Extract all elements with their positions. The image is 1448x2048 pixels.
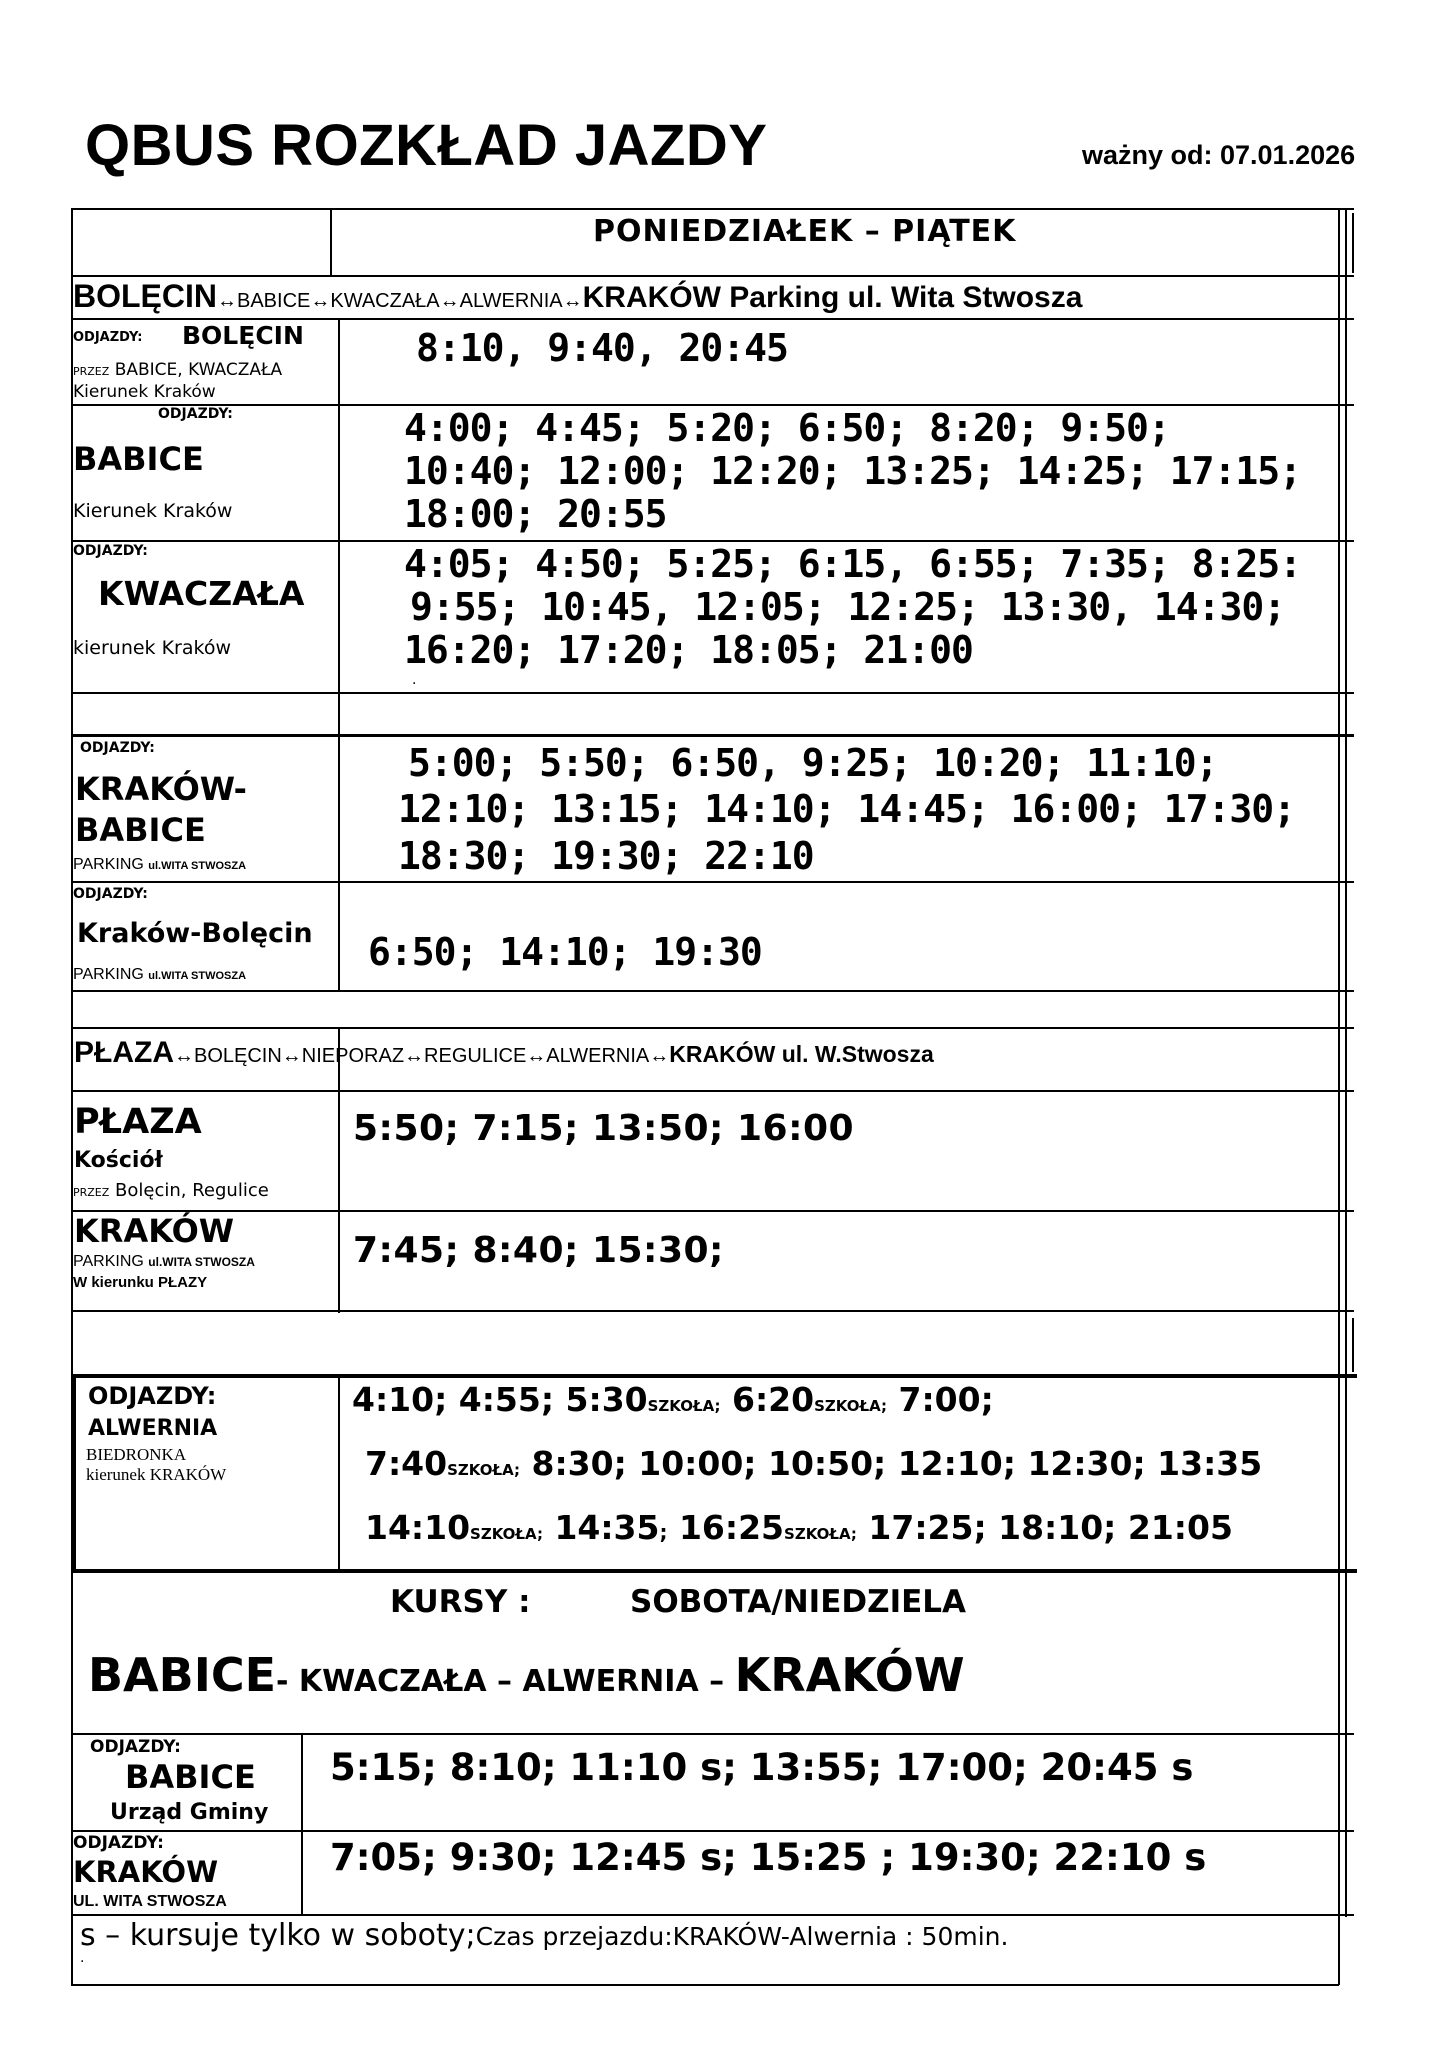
via-prefix: PRZEZ [73, 365, 110, 378]
stray-dot: . [412, 672, 417, 688]
stop-name: KWACZAŁA [98, 574, 305, 613]
school-tag: SZKOŁA; [447, 1461, 520, 1479]
route2-header [74, 1036, 934, 1070]
departure-times-line3: 16:20; 17:20; 18:05; 21:00 [404, 628, 973, 672]
stop-sub2: kierunek KRAKÓW [86, 1465, 227, 1484]
stop-sub1: BIEDRONKA [86, 1445, 187, 1464]
direction-label: W kierunku PŁAZY [73, 1274, 208, 1291]
semicolon: ; [659, 1520, 668, 1544]
departure-times-line2: 10:40; 12:00; 12:20; 13:25; 14:25; 17:15; [404, 449, 1301, 493]
footer-note-b: Czas przejazdu:KRAKÓW-Alwernia : 50min. [475, 1922, 1009, 1951]
stop-name: ALWERNIA [88, 1416, 218, 1441]
stop-name: KRAKÓW [73, 1855, 219, 1889]
parking-label [73, 1253, 255, 1271]
stop-name: BABICE [125, 1758, 256, 1796]
departures-label: ODJAZDY: [80, 740, 155, 756]
time-group: 6:20 [720, 1380, 815, 1419]
time-group: 7:40 [365, 1444, 448, 1483]
departure-times-line3 [365, 1508, 1233, 1547]
departure-times: 7:45; 8:40; 15:30; [353, 1230, 724, 1271]
stop-name: PŁAZA [74, 1102, 202, 1142]
route1-middle: ↔BABICE↔KWACZAŁA↔ALWERNIA↔ [217, 290, 583, 312]
parking-b: ul.WITA STWOSZA [148, 970, 247, 982]
time-group: 4:10; 4:55; 5:30 [352, 1380, 648, 1419]
departure-times-line3: 18:30; 19:30; 22:10 [398, 834, 814, 878]
departure-times: 5:50; 7:15; 13:50; 16:00 [353, 1108, 855, 1149]
school-tag: SZKOŁA; [470, 1525, 543, 1543]
via-line [73, 360, 282, 380]
parking-b: ul.WITA STWOSZA [148, 1255, 255, 1269]
departure-times: 8:10, 9:40, 20:45 [416, 326, 788, 370]
departures-label: ODJAZDY: [73, 543, 148, 559]
direction-label: Kierunek Kraków [73, 500, 233, 522]
stop-name-line1: KRAKÓW- [75, 770, 247, 808]
footer-note-a: s – kursuje tylko w soboty; [80, 1918, 476, 1953]
time-group: 17:25; 18:10; 21:05 [856, 1508, 1233, 1547]
page-title: QBUS ROZKŁAD JAZDY [85, 113, 768, 178]
time-group: 8:30; 10:00; 10:50; 12:10; 12:30; 13:35 [520, 1444, 1263, 1483]
direction-label: kierunek Kraków [73, 637, 232, 659]
departures-label: ODJAZDY: [73, 886, 148, 902]
school-tag: SZKOŁA; [814, 1397, 888, 1415]
stop-name: KRAKÓW [74, 1212, 235, 1250]
weekend-route-middle: - KWACZAŁA – ALWERNIA – [276, 1664, 735, 1699]
stop-sub: UL. WITA STWOSZA [73, 1893, 227, 1910]
departure-times-line2: 9:55; 10:45, 12:05; 12:25; 13:30, 14:30; [410, 585, 1286, 629]
stop-sub: Urząd Gminy [110, 1800, 269, 1825]
departure-times: 5:15; 8:10; 11:10 s; 13:55; 17:00; 20:45 s [330, 1746, 1194, 1789]
parking-label [73, 856, 246, 874]
route2-start: PŁAZA [74, 1036, 174, 1069]
parking-a: PARKING [73, 1253, 144, 1270]
parking-b: ul.WITA STWOSZA [148, 860, 247, 872]
weekday-days-label: PONIEDZIAŁEK – PIĄTEK [593, 214, 1017, 249]
route2-end: KRAKÓW ul. W.Stwosza [669, 1041, 934, 1067]
footer-dot: . [80, 1950, 85, 1966]
departures-label: ODJAZDY: [90, 1737, 181, 1757]
route2-middle: ↔BOLĘCIN↔NIEPORAZ↔REGULICE↔ALWERNIA↔ [174, 1045, 670, 1067]
via-line [73, 1180, 269, 1201]
time-group: 14:10 [365, 1508, 471, 1547]
time-group: 16:25 [667, 1508, 785, 1547]
departure-times-line1 [352, 1380, 994, 1419]
departure-times-line1: 4:05; 4:50; 5:25; 6:15, 6:55; 7:35; 8:25: [404, 542, 1301, 586]
stop-name: BOLĘCIN [182, 321, 304, 350]
direction-label: Kierunek Kraków [73, 382, 216, 402]
departure-times-line2 [365, 1444, 1262, 1483]
parking-label [73, 966, 246, 984]
school-tag: SZKOŁA; [647, 1397, 721, 1415]
via-stops: Bolęcin, Regulice [115, 1180, 269, 1201]
departure-times-line3: 18:00; 20:55 [404, 492, 667, 536]
departures-label: ODJAZDY: [158, 406, 233, 422]
weekend-route-start: BABICE [88, 1648, 277, 1702]
valid-from-date: ważny od: 07.01.2026 [1082, 140, 1356, 170]
stop-sub: Kościół [74, 1148, 163, 1173]
parking-a: PARKING [73, 856, 144, 873]
weekend-days-label: SOBOTA/NIEDZIELA [630, 1584, 967, 1620]
footer-note [80, 1918, 1008, 1953]
school-tag: SZKOŁA; [784, 1525, 857, 1543]
departure-times-line1: 4:00; 4:45; 5:20; 6:50; 8:20; 9:50; [404, 406, 1170, 450]
route1-header [73, 278, 1082, 315]
departure-times: 7:05; 9:30; 12:45 s; 15:25 ; 19:30; 22:10 s [330, 1836, 1207, 1879]
via-prefix: PRZEZ [73, 1186, 110, 1199]
departures-label: ODJAZDY: [73, 330, 143, 345]
time-group: 14:35 [542, 1508, 660, 1547]
parking-a: PARKING [73, 966, 144, 983]
departure-times-line1: 5:00; 5:50; 6:50, 9:25; 10:20; 11:10; [408, 741, 1218, 785]
route1-start: BOLĘCIN [73, 278, 217, 314]
departure-times-line2: 12:10; 13:15; 14:10; 14:45; 16:00; 17:30; [398, 787, 1295, 831]
departures-label: ODJAZDY: [88, 1382, 217, 1410]
stop-name: Kraków-Bolęcin [77, 918, 313, 949]
departures-label: ODJAZDY: [73, 1833, 164, 1853]
time-group: 7:00; [887, 1380, 994, 1419]
weekend-route [88, 1648, 965, 1702]
weekend-kursy-label: KURSY : [390, 1584, 531, 1620]
weekend-route-end: KRAKÓW [734, 1648, 965, 1702]
departure-times: 6:50; 14:10; 19:30 [368, 930, 762, 974]
stop-name-line2: BABICE [75, 811, 206, 849]
route1-end: KRAKÓW Parking ul. Wita Stwosza [582, 281, 1083, 314]
stop-name: BABICE [73, 440, 204, 478]
via-stops: BABICE, KWACZAŁA [114, 360, 283, 380]
